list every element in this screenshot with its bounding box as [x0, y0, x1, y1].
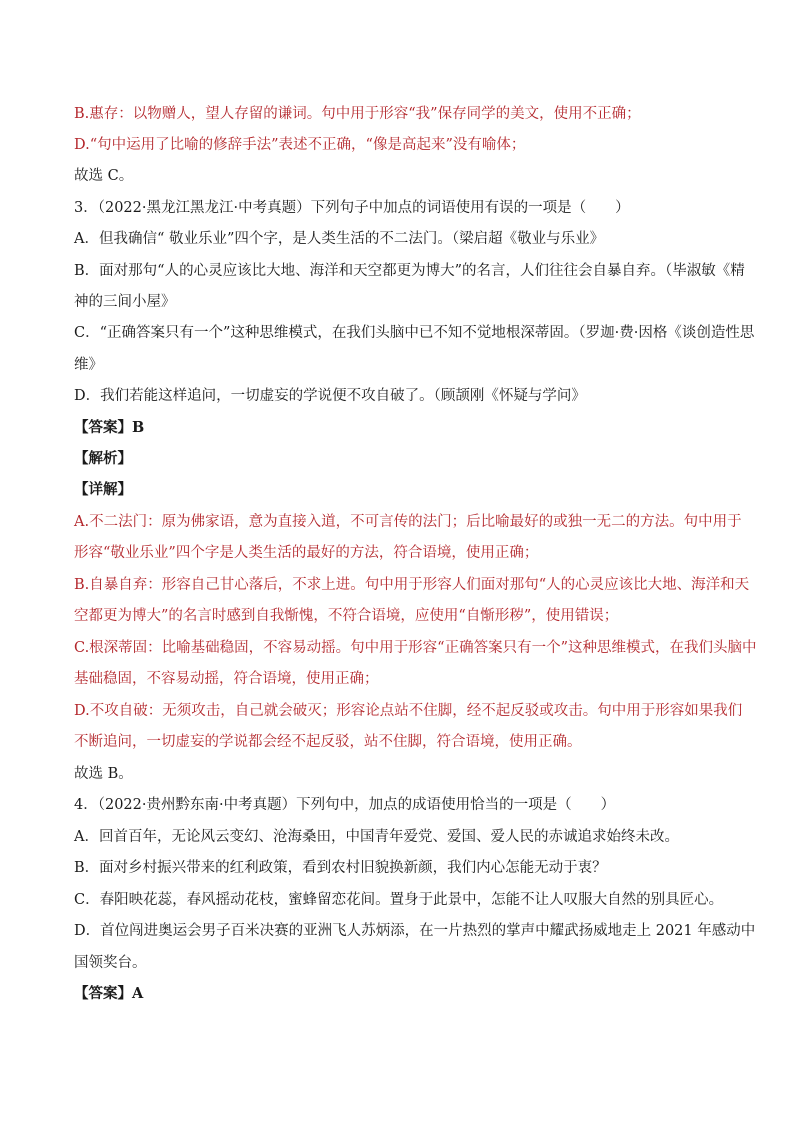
- q3-stem: 3．（2022·黑龙江黑龙江·中考真题）下列句子中加点的词语使用有误的一项是（ ）: [74, 200, 630, 216]
- q3-option-d: D．我们若能这样追问，一切虚妄的学说便不攻自破了。（顾颉刚《怀疑与学问》: [74, 388, 586, 404]
- q3-detail-heading: 【详解】: [74, 481, 132, 498]
- q4-answer: 【答案】A: [74, 985, 144, 1002]
- q3-option-b-line1: B．面对那句“人的心灵应该比大地、海洋和天空都更为博大”的名言，人们往往会自暴自弃。（毕淑敏《精: [74, 263, 745, 279]
- q3-option-a: A．但我确信“ 敬业乐业”四个字，是人类生活的不二法门。（梁启超《敬业与乐业》: [74, 231, 605, 247]
- prev-explanation-b: B.惠存：以物赠人，望人存留的谦词。句中用于形容“我”保存同学的美文，使用不正确；: [74, 106, 641, 122]
- q3-answer: 【答案】B: [74, 419, 145, 436]
- q3-option-b-line2: 神的三间小屋》: [74, 294, 176, 310]
- q4-option-d-line1: D．首位闯进奥运会男子百米决赛的亚洲飞人苏炳添，在一片热烈的掌声中耀武扬威地走上 2021 年感动中: [74, 923, 756, 939]
- prev-conclusion: 故选 C。: [74, 168, 134, 184]
- q4-stem: 4．（2022·贵州黔东南·中考真题）下列句中，加点的成语使用恰当的一项是（ ）: [74, 797, 616, 813]
- q3-explanation-d-line1: D.不攻自破：无须攻击，自己就会破灭；形容论点站不住脚，经不起反驳或攻击。句中用于形容如果我们: [74, 703, 743, 719]
- q4-option-d-line2: 国领奖台。: [74, 955, 147, 971]
- q4-option-a: A．回首百年，无论风云变幻、沧海桑田，中国青年爱党、爱国、爱人民的赤诚追求始终未改。: [74, 829, 679, 845]
- q3-analysis-heading: 【解析】: [74, 450, 132, 467]
- q4-option-b: B．面对乡村振兴带来的红利政策，看到农村旧貌换新颜，我们内心怎能无动于衷？: [74, 860, 607, 876]
- q3-explanation-a-line1: A.不二法门：原为佛家语，意为直接入道，不可言传的法门；后比喻最好的或独一无二的方法。句中用于: [74, 514, 742, 530]
- q4-option-c: C．春阳映花蕊，春风摇动花枝，蜜蜂留恋花间。置身于此景中，怎能不让人叹服大自然的别具匠心。: [74, 892, 724, 908]
- prev-explanation-d: D.“句中运用了比喻的修辞手法”表述不正确，“像是高起来”没有喻体；: [74, 137, 526, 153]
- q3-explanation-b-line2: 空都更为博大”的名言时感到自我惭愧，不符合语境，应使用“自惭形秽”，使用错误；: [74, 608, 619, 624]
- q3-explanation-a-line2: 形容“敬业乐业”四个字是人类生活的最好的方法，符合语境，使用正确；: [74, 545, 539, 561]
- q3-explanation-c-line2: 基础稳固，不容易动摇，符合语境，使用正确；: [74, 671, 379, 687]
- q3-conclusion: 故选 B。: [74, 766, 133, 782]
- q3-explanation-d-line2: 不断追问，一切虚妄的学说都会经不起反驳，站不住脚，符合语境，使用正确。: [74, 734, 582, 750]
- q3-explanation-c-line1: C.根深蒂固：比喻基础稳固，不容易动摇。句中用于形容“正确答案只有一个”这种思维模式，在我们头脑中: [74, 640, 757, 656]
- q3-explanation-b-line1: B.自暴自弃：形容自己甘心落后，不求上进。句中用于形容人们面对那句“人的心灵应该比大地、海洋和天: [74, 577, 750, 593]
- q3-option-c-line2: 维》: [74, 357, 103, 373]
- q3-option-c-line1: C．“正确答案只有一个”这种思维模式，在我们头脑中已不知不觉地根深蒂固。（罗迦·费·因格《谈创造性思: [74, 325, 755, 341]
